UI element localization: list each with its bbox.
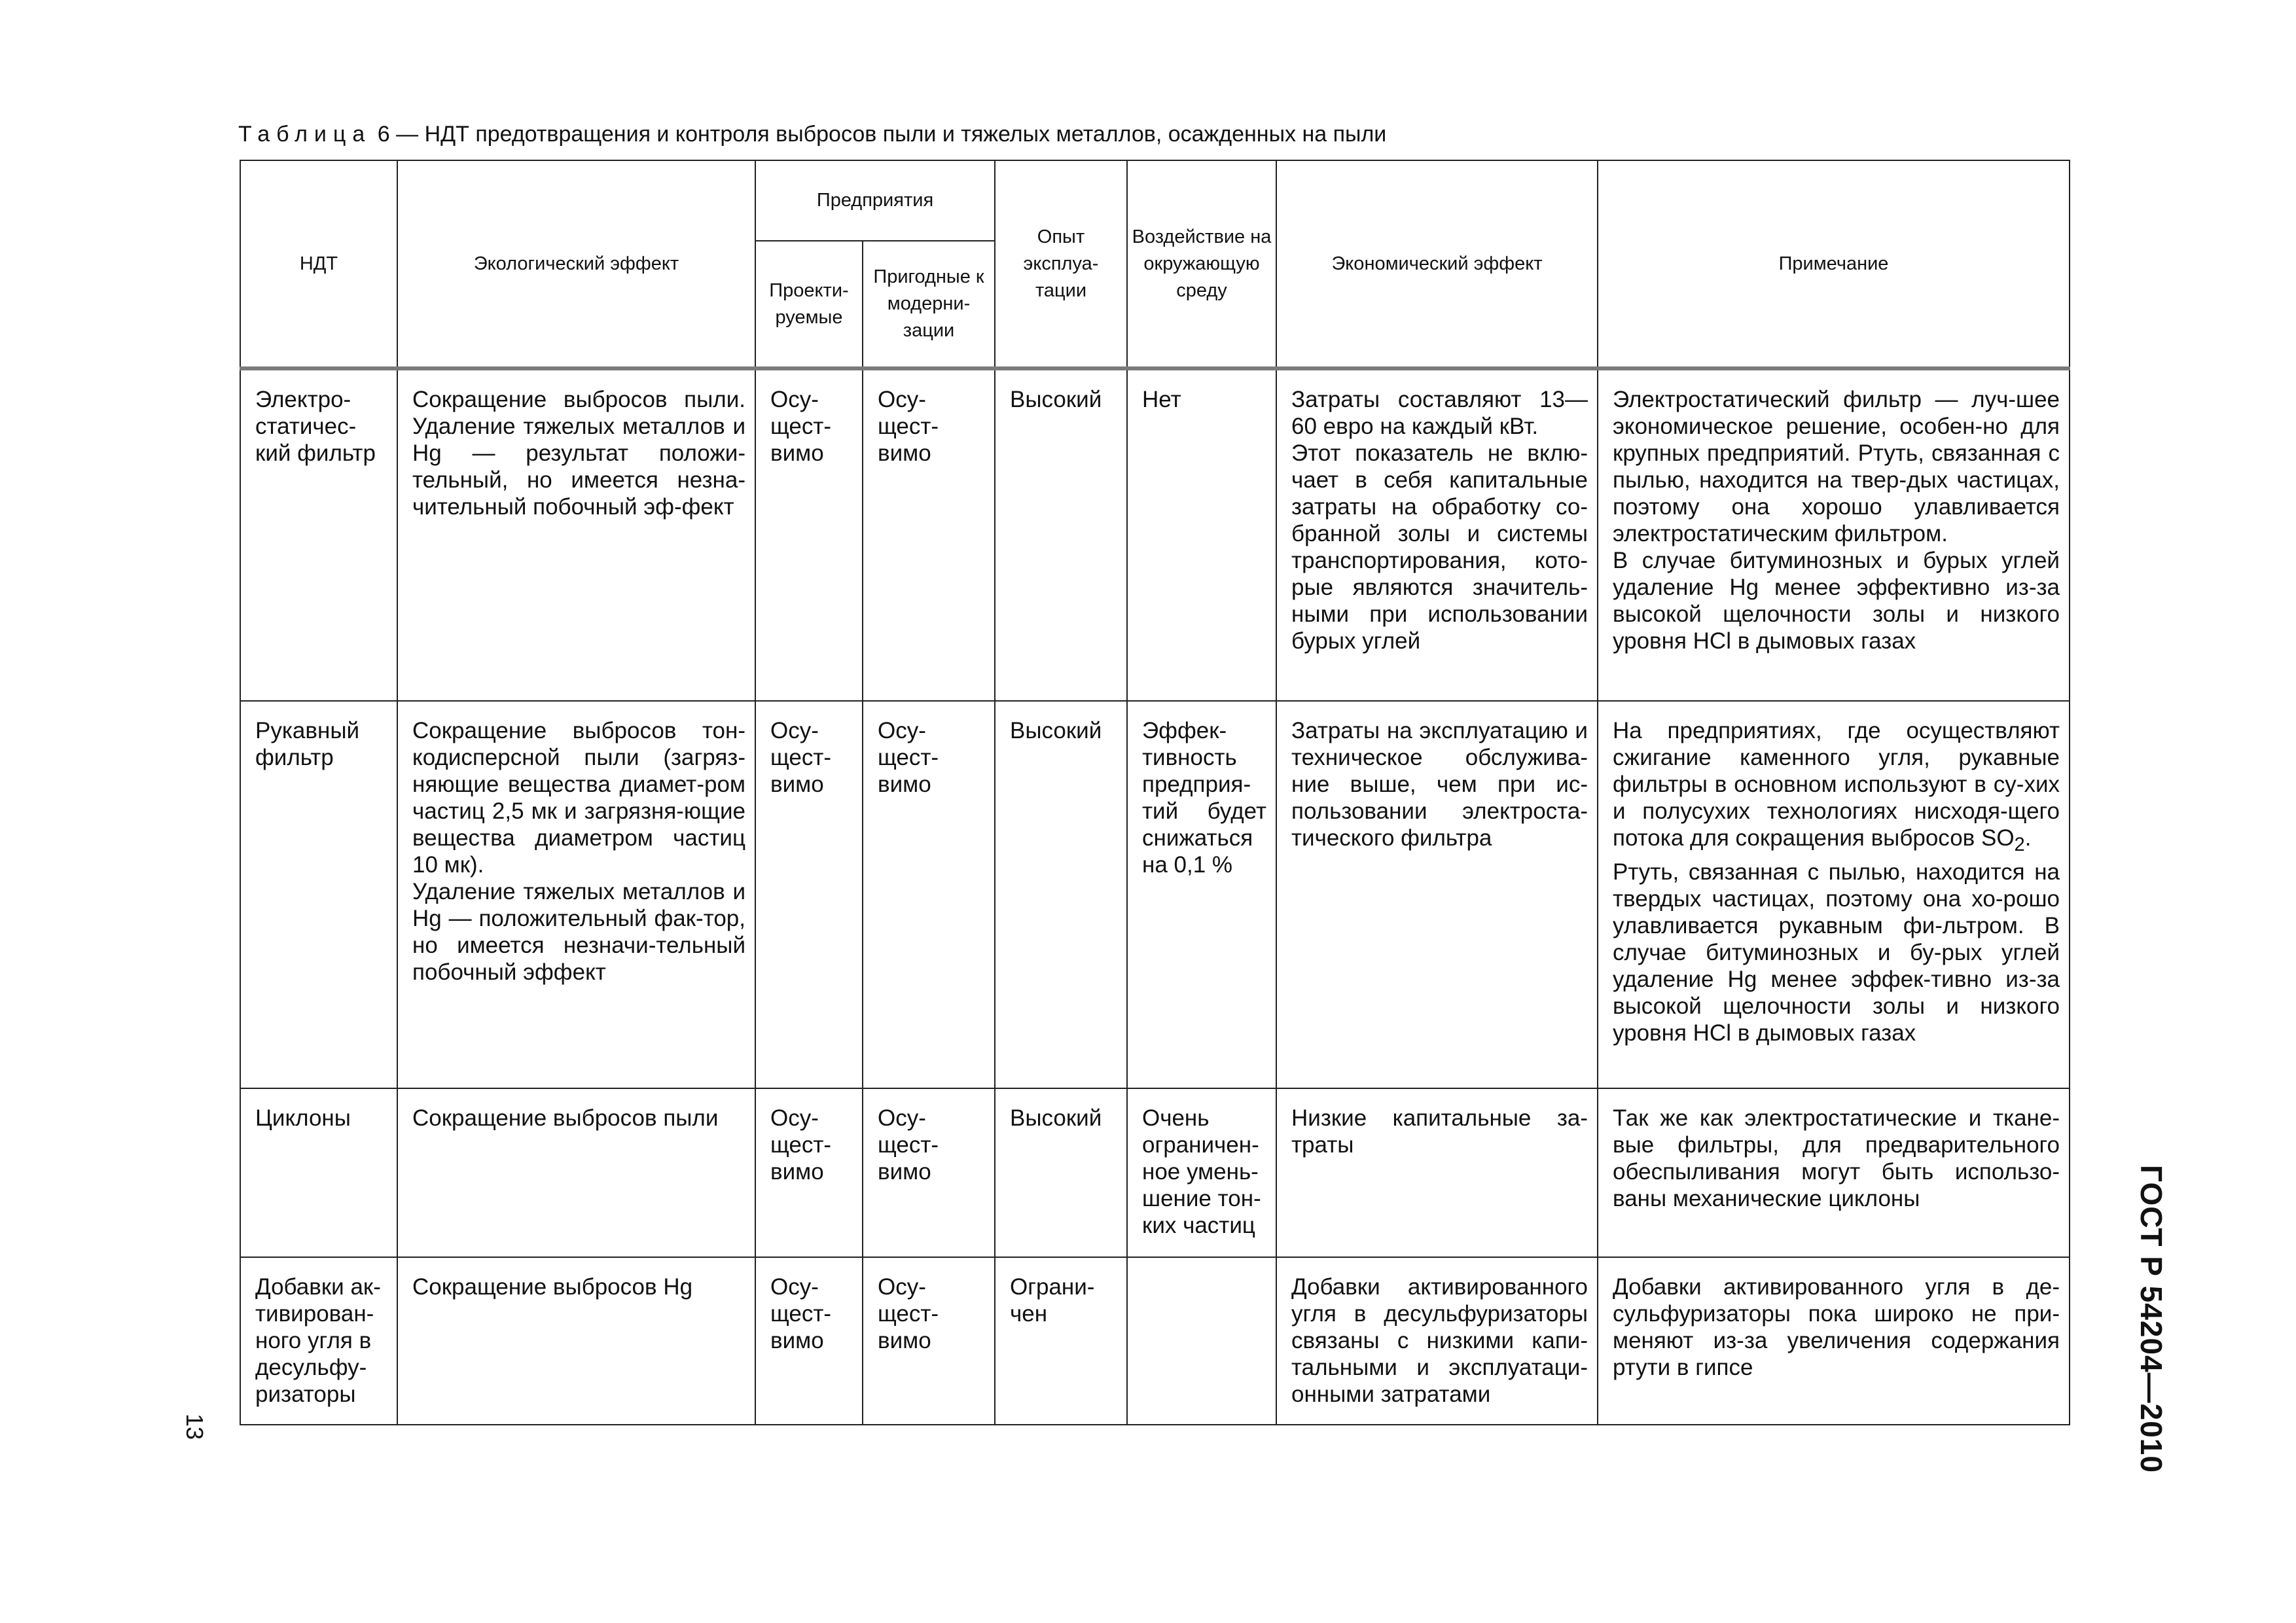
- note-paragraph: Электростатический фильтр — луч-шее экономическое решение, особен-но для крупных предприятий. Ртуть, связанная с пылью, находится на твер-дых частицах, поэтому она хорошо улавливается электростатическим фильтром.: [1613, 387, 2060, 546]
- cell-economic: Затраты на эксплуатацию и техническое обслужива-ние выше, чем при ис-пользовании электроста-тического фильтра: [1276, 701, 1598, 1088]
- economic-paragraph: Этот показатель не вклю-чает в себя капитальные затраты на обработку со-бранной золы и системы транспортирования, кото-рые являются значитель-ными при использовании бурых углей: [1291, 440, 1588, 654]
- cell-economic: Добавки активированного угля в десульфуризаторы связаны с низкими капи-тальными и эксплуатаци-онными затратами: [1276, 1257, 1598, 1425]
- eco-paragraph: Удаление тяжелых металлов и Hg — положительный фак-тор, но имеется незначи-тельный побочный эффект: [412, 879, 745, 985]
- note-text: На предприятиях, где осуществляют сжигание каменного угля, рукавные фильтры в основном используют в су-хих и полусухих технологиях нисходя-щего потока для сокращения выбросов SO: [1613, 718, 2060, 851]
- cell-experience: Высокий: [995, 701, 1127, 1088]
- caption-text: 6 — НДТ предотвращения и контроля выбросов пыли и тяжелых металлов, осажденных на пыли: [377, 122, 1387, 147]
- cell-designed: Осу-щест-вимо: [755, 1088, 863, 1257]
- note-paragraph: Ртуть, связанная с пылью, находится на твердых частицах, поэтому она хо-рошо улавливается рукавным фи-льтром. В случае битуминозных и бу-рых углей удаление Hg менее эффек-тивно из-за высокой щелочности золы и низкого уровня HCl в дымовых газах: [1613, 859, 2060, 1046]
- note-paragraph: [1613, 717, 2060, 859]
- header-economic: Экономический эффект: [1276, 160, 1598, 368]
- eco-paragraph: Сокращение выбросов тон-кодисперсной пыли (загряз-няющие вещества диамет-ром частиц 2,5 мк и загрязня-ющие вещества диаметром частиц 10 мк).: [412, 718, 745, 878]
- table-row: [240, 368, 2070, 701]
- cell-economic: Низкие капитальные за-траты: [1276, 1088, 1598, 1257]
- table-row: [240, 1257, 2070, 1425]
- header-experience: Опыт эксплуа-тации: [995, 160, 1127, 368]
- cell-note: [1598, 368, 2070, 701]
- cell-experience: Ограни-чен: [995, 1257, 1127, 1425]
- table-row: [240, 701, 2070, 1088]
- cell-designed: Осу-щест-вимо: [755, 368, 863, 701]
- cell-note: Добавки активированного угля в де-сульфуризаторы пока широко не при-меняют из-за увеличения содержания ртути в гипсе: [1598, 1257, 2070, 1425]
- cell-ndt: Электро-статичес-кий фильтр: [240, 368, 397, 701]
- header-ndt: НДТ: [240, 160, 397, 368]
- cell-note: Так же как электростатические и ткане-вые фильтры, для предварительного обеспыливания могут быть использо-ваны механические циклоны: [1598, 1088, 2070, 1257]
- header-note: Примечание: [1598, 160, 2070, 368]
- cell-eco-effect: Сокращение выбросов Hg: [397, 1257, 755, 1425]
- cell-designed: Осу-щест-вимо: [755, 701, 863, 1088]
- cell-experience: Высокий: [995, 368, 1127, 701]
- table-caption: [238, 122, 1386, 147]
- cell-designed: Осу-щест-вимо: [755, 1257, 863, 1425]
- cell-eco-effect: [397, 701, 755, 1088]
- bat-table: [240, 160, 2070, 1425]
- cell-modernizable: Осу-щест-вимо: [863, 701, 995, 1088]
- header-modernizable: Пригодные к модерни-зации: [863, 241, 995, 368]
- cell-impact: Нет: [1127, 368, 1276, 701]
- cell-modernizable: Осу-щест-вимо: [863, 1257, 995, 1425]
- header-enterprises: Предприятия: [755, 160, 995, 241]
- standard-designation: ГОСТ Р 54204—2010: [2134, 1165, 2168, 1473]
- caption-lead: Таблица: [238, 122, 372, 147]
- cell-impact: Очень ограничен-ное умень-шение тон-ких частиц: [1127, 1088, 1276, 1257]
- page-number: 13: [181, 1414, 208, 1440]
- cell-modernizable: Осу-щест-вимо: [863, 368, 995, 701]
- note-text: .: [2024, 825, 2032, 851]
- cell-modernizable: Осу-щест-вимо: [863, 1088, 995, 1257]
- header-impact: Воздействие на окружающую среду: [1127, 160, 1276, 368]
- cell-ndt: Циклоны: [240, 1088, 397, 1257]
- cell-impact: Эффек-тивность предприя-тий будет снижаться на 0,1 %: [1127, 701, 1276, 1088]
- cell-eco-effect: Сокращение выбросов пыли: [397, 1088, 755, 1257]
- table-row: [240, 1088, 2070, 1257]
- cell-economic: [1276, 368, 1598, 701]
- cell-impact: [1127, 1257, 1276, 1425]
- header-eco-effect: Экологический эффект: [397, 160, 755, 368]
- header-designed: Проекти-руемые: [755, 241, 863, 368]
- cell-eco-effect: Сокращение выбросов пыли. Удаление тяжелых металлов и Hg — результат положи-тельный, но имеется незна-чительный побочный эф-фект: [397, 368, 755, 701]
- cell-note: [1598, 701, 2070, 1088]
- subscript: 2: [2014, 834, 2025, 855]
- cell-ndt: Добавки ак-тивирован-ного угля в десульфу-ризаторы: [240, 1257, 397, 1425]
- cell-ndt: Рукавный фильтр: [240, 701, 397, 1088]
- cell-experience: Высокий: [995, 1088, 1127, 1257]
- note-paragraph: В случае битуминозных и бурых углей удаление Hg менее эффективно из-за высокой щелочности золы и низкого уровня HCl в дымовых газах: [1613, 548, 2060, 654]
- economic-paragraph: Затраты составляют 13—60 евро на каждый кВт.: [1291, 387, 1588, 439]
